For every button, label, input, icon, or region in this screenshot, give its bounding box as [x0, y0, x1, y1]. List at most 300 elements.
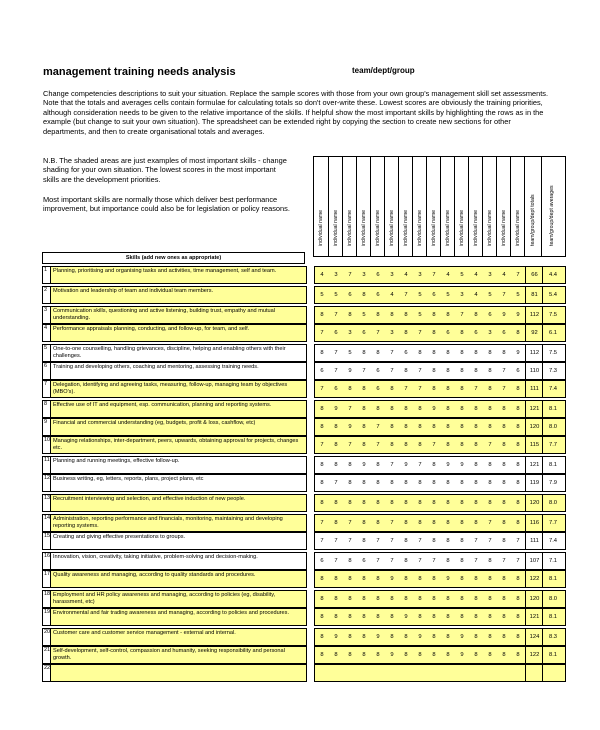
score-cell[interactable]: 8: [488, 406, 492, 412]
score-cell[interactable]: 7: [404, 386, 408, 392]
score-cell[interactable]: 7: [474, 538, 478, 544]
score-cell[interactable]: 8: [404, 538, 408, 544]
score-cell[interactable]: 8: [446, 350, 450, 356]
score-cell[interactable]: 8: [334, 596, 338, 602]
score-cell[interactable]: 7: [418, 558, 422, 564]
score-cell[interactable]: 9: [460, 634, 464, 640]
skill-description[interactable]: Performance appraisals planning, conducting, and follow-up, for team, and self.: [51, 324, 307, 342]
score-cell[interactable]: 8: [376, 350, 380, 356]
score-cell[interactable]: 7: [390, 520, 394, 526]
score-cell[interactable]: 8: [320, 312, 324, 318]
skill-description[interactable]: Environmental and fair trading awareness and managing, according to policies and procedures.: [51, 608, 307, 626]
score-cell[interactable]: 8: [474, 614, 478, 620]
score-cell[interactable]: 7: [432, 442, 436, 448]
score-cell[interactable]: 8: [348, 462, 352, 468]
score-cell[interactable]: 8: [418, 576, 422, 582]
score-cell[interactable]: 8: [418, 652, 422, 658]
score-cell[interactable]: 7: [432, 272, 436, 278]
score-cell[interactable]: 8: [404, 634, 408, 640]
score-cell[interactable]: 8: [516, 500, 520, 506]
score-cell[interactable]: 9: [432, 406, 436, 412]
score-cell[interactable]: 8: [418, 406, 422, 412]
score-cell[interactable]: 8: [376, 480, 380, 486]
score-cell[interactable]: 8: [502, 520, 506, 526]
score-cell[interactable]: 8: [446, 500, 450, 506]
score-cell[interactable]: 7: [376, 442, 380, 448]
score-cell[interactable]: 8: [446, 424, 450, 430]
score-cell[interactable]: 8: [502, 538, 506, 544]
score-cell[interactable]: 8: [474, 424, 478, 430]
score-cell[interactable]: 7: [320, 330, 324, 336]
score-cell[interactable]: 5: [460, 272, 464, 278]
score-cell[interactable]: 7: [418, 330, 422, 336]
score-cell[interactable]: 5: [488, 292, 492, 298]
score-cell[interactable]: 8: [334, 442, 338, 448]
score-cell[interactable]: 6: [376, 272, 380, 278]
score-cell[interactable]: 8: [376, 462, 380, 468]
score-cell[interactable]: 8: [474, 596, 478, 602]
score-cell[interactable]: 8: [390, 312, 394, 318]
score-cell[interactable]: 8: [376, 614, 380, 620]
score-cell[interactable]: [469, 665, 483, 681]
score-cell[interactable]: 8: [446, 442, 450, 448]
score-cell[interactable]: 7: [334, 312, 338, 318]
score-cell[interactable]: 8: [446, 614, 450, 620]
score-cell[interactable]: 8: [432, 368, 436, 374]
score-cell[interactable]: 8: [502, 424, 506, 430]
score-cell[interactable]: 4: [474, 292, 478, 298]
score-cell[interactable]: 8: [320, 576, 324, 582]
score-cell[interactable]: 8: [446, 520, 450, 526]
score-cell[interactable]: 7: [334, 538, 338, 544]
skill-description[interactable]: Planning and running meetings, effective follow-up.: [51, 456, 307, 474]
score-cell[interactable]: 8: [502, 500, 506, 506]
score-cell[interactable]: 8: [488, 424, 492, 430]
score-cell[interactable]: 8: [390, 442, 394, 448]
score-cell[interactable]: 7: [516, 272, 520, 278]
score-cell[interactable]: 8: [460, 480, 464, 486]
skill-description[interactable]: Customer care and customer service management - external and internal.: [51, 628, 307, 646]
score-cell[interactable]: 8: [460, 330, 464, 336]
skill-description[interactable]: Employment and HR policy awareness and managing, according to policies (eg, disability, harassment, etc): [51, 590, 307, 608]
score-cell[interactable]: 8: [418, 520, 422, 526]
score-cell[interactable]: 8: [432, 480, 436, 486]
score-cell[interactable]: 8: [502, 576, 506, 582]
score-cell[interactable]: 8: [348, 576, 352, 582]
score-cell[interactable]: 8: [474, 406, 478, 412]
skill-description[interactable]: Financial and commercial understanding (eg, budgets, profit & loss, cashflow, etc): [51, 418, 307, 436]
score-cell[interactable]: 8: [320, 652, 324, 658]
score-cell[interactable]: 8: [446, 652, 450, 658]
score-cell[interactable]: 8: [390, 596, 394, 602]
score-cell[interactable]: 8: [334, 462, 338, 468]
score-cell[interactable]: 8: [404, 576, 408, 582]
score-cell[interactable]: 8: [418, 442, 422, 448]
score-cell[interactable]: 4: [474, 272, 478, 278]
score-cell[interactable]: 6: [348, 292, 352, 298]
score-cell[interactable]: 6: [502, 330, 506, 336]
score-cell[interactable]: 7: [376, 538, 380, 544]
score-cell[interactable]: 8: [502, 652, 506, 658]
score-cell[interactable]: 4: [320, 272, 324, 278]
score-cell[interactable]: 8: [348, 558, 352, 564]
score-cell[interactable]: 8: [516, 330, 520, 336]
score-cell[interactable]: 4: [446, 272, 450, 278]
score-cell[interactable]: 8: [516, 406, 520, 412]
score-cell[interactable]: 8: [474, 462, 478, 468]
score-cell[interactable]: 8: [362, 500, 366, 506]
score-cell[interactable]: 6: [362, 330, 366, 336]
skill-description[interactable]: Recruitment interviewing and selection, and effective induction of new people.: [51, 494, 307, 512]
score-cell[interactable]: 8: [432, 424, 436, 430]
score-cell[interactable]: 7: [502, 368, 506, 374]
score-cell[interactable]: 8: [516, 634, 520, 640]
score-cell[interactable]: 8: [362, 538, 366, 544]
score-cell[interactable]: 3: [390, 272, 394, 278]
score-cell[interactable]: 8: [446, 312, 450, 318]
score-cell[interactable]: 7: [488, 442, 492, 448]
score-cell[interactable]: 8: [348, 652, 352, 658]
score-cell[interactable]: 8: [320, 500, 324, 506]
score-cell[interactable]: [497, 665, 511, 681]
score-cell[interactable]: 8: [460, 386, 464, 392]
score-cell[interactable]: 8: [502, 614, 506, 620]
score-cell[interactable]: 7: [516, 538, 520, 544]
score-cell[interactable]: 7: [348, 538, 352, 544]
score-cell[interactable]: [385, 665, 399, 681]
score-cell[interactable]: 6: [446, 330, 450, 336]
score-cell[interactable]: 8: [474, 480, 478, 486]
score-cell[interactable]: 9: [516, 312, 520, 318]
score-cell[interactable]: 8: [488, 500, 492, 506]
score-cell[interactable]: 4: [502, 272, 506, 278]
score-cell[interactable]: 8: [488, 596, 492, 602]
score-cell[interactable]: 8: [474, 634, 478, 640]
score-cell[interactable]: [455, 665, 469, 681]
score-cell[interactable]: 6: [334, 386, 338, 392]
score-cell[interactable]: 8: [390, 614, 394, 620]
score-cell[interactable]: 7: [348, 442, 352, 448]
score-cell[interactable]: 7: [488, 538, 492, 544]
score-cell[interactable]: 9: [348, 368, 352, 374]
score-cell[interactable]: [371, 665, 385, 681]
score-cell[interactable]: 8: [404, 406, 408, 412]
score-cell[interactable]: 8: [376, 596, 380, 602]
score-cell[interactable]: 8: [446, 558, 450, 564]
score-cell[interactable]: 8: [460, 442, 464, 448]
score-cell[interactable]: 8: [460, 596, 464, 602]
score-cell[interactable]: 3: [334, 272, 338, 278]
score-cell[interactable]: [357, 665, 371, 681]
score-cell[interactable]: 8: [516, 462, 520, 468]
score-cell[interactable]: 7: [390, 462, 394, 468]
skill-description[interactable]: Innovation, vision, creativity, taking initiative, problem-solving and decision-making.: [51, 552, 307, 570]
score-cell[interactable]: [511, 665, 525, 681]
score-cell[interactable]: 8: [348, 386, 352, 392]
score-cell[interactable]: [441, 665, 455, 681]
score-cell[interactable]: 8: [432, 330, 436, 336]
score-cell[interactable]: 7: [334, 368, 338, 374]
score-cell[interactable]: 8: [460, 538, 464, 544]
score-cell[interactable]: 8: [502, 596, 506, 602]
score-cell[interactable]: 8: [320, 350, 324, 356]
score-cell[interactable]: 8: [446, 406, 450, 412]
score-cell[interactable]: 8: [376, 312, 380, 318]
score-cell[interactable]: 8: [432, 538, 436, 544]
score-cell[interactable]: 5: [446, 292, 450, 298]
score-cell[interactable]: 9: [516, 350, 520, 356]
score-cell[interactable]: 8: [502, 634, 506, 640]
score-cell[interactable]: 8: [404, 596, 408, 602]
score-cell[interactable]: 8: [446, 538, 450, 544]
score-cell[interactable]: 8: [320, 634, 324, 640]
score-cell[interactable]: 8: [334, 424, 338, 430]
score-cell[interactable]: 8: [432, 312, 436, 318]
score-cell[interactable]: 8: [488, 558, 492, 564]
score-cell[interactable]: 8: [474, 520, 478, 526]
score-cell[interactable]: 5: [348, 350, 352, 356]
score-cell[interactable]: 8: [446, 596, 450, 602]
score-cell[interactable]: 8: [446, 634, 450, 640]
score-cell[interactable]: [413, 665, 427, 681]
score-cell[interactable]: 8: [362, 576, 366, 582]
score-cell[interactable]: 5: [320, 292, 324, 298]
score-cell[interactable]: 5: [334, 292, 338, 298]
score-cell[interactable]: 7: [404, 292, 408, 298]
score-cell[interactable]: 8: [516, 424, 520, 430]
score-cell[interactable]: 8: [362, 634, 366, 640]
score-cell[interactable]: 8: [418, 596, 422, 602]
score-cell[interactable]: 8: [362, 480, 366, 486]
score-cell[interactable]: 7: [488, 520, 492, 526]
score-cell[interactable]: 9: [446, 462, 450, 468]
score-cell[interactable]: 8: [488, 652, 492, 658]
score-cell[interactable]: 8: [348, 500, 352, 506]
score-cell[interactable]: 7: [334, 350, 338, 356]
score-cell[interactable]: 8: [488, 386, 492, 392]
score-cell[interactable]: 8: [474, 442, 478, 448]
score-cell[interactable]: 8: [362, 596, 366, 602]
score-cell[interactable]: 8: [446, 480, 450, 486]
score-cell[interactable]: 9: [376, 634, 380, 640]
score-cell[interactable]: 6: [432, 292, 436, 298]
score-cell[interactable]: 8: [432, 652, 436, 658]
score-cell[interactable]: 8: [376, 406, 380, 412]
score-cell[interactable]: 8: [488, 350, 492, 356]
skill-description[interactable]: Administration, reporting performance and financials, monitoring, maintaining and developing reporting systems.: [51, 514, 307, 532]
score-cell[interactable]: 9: [404, 462, 408, 468]
score-cell[interactable]: 8: [418, 480, 422, 486]
score-cell[interactable]: 6: [320, 558, 324, 564]
score-cell[interactable]: 8: [488, 614, 492, 620]
score-cell[interactable]: 8: [432, 596, 436, 602]
score-cell[interactable]: 5: [418, 312, 422, 318]
score-cell[interactable]: 6: [404, 350, 408, 356]
score-cell[interactable]: 8: [362, 292, 366, 298]
score-cell[interactable]: 6: [376, 368, 380, 374]
score-cell[interactable]: 9: [362, 462, 366, 468]
score-cell[interactable]: 8: [516, 652, 520, 658]
score-cell[interactable]: 8: [404, 424, 408, 430]
score-cell[interactable]: 8: [320, 596, 324, 602]
score-cell[interactable]: 8: [460, 350, 464, 356]
score-cell[interactable]: 8: [488, 576, 492, 582]
score-cell[interactable]: 9: [334, 406, 338, 412]
score-cell[interactable]: 8: [418, 614, 422, 620]
score-cell[interactable]: 9: [502, 312, 506, 318]
score-cell[interactable]: 7: [390, 368, 394, 374]
score-cell[interactable]: 8: [432, 634, 436, 640]
score-cell[interactable]: 8: [404, 558, 408, 564]
score-cell[interactable]: 8: [418, 500, 422, 506]
score-cell[interactable]: 8: [320, 480, 324, 486]
score-cell[interactable]: 8: [390, 406, 394, 412]
score-cell[interactable]: 3: [348, 330, 352, 336]
score-cell[interactable]: 8: [474, 312, 478, 318]
score-cell[interactable]: 8: [334, 576, 338, 582]
score-cell[interactable]: 8: [418, 424, 422, 430]
skill-description[interactable]: Planning, prioritising and organising tasks and activities, time management, self and team.: [51, 266, 307, 284]
score-cell[interactable]: 7: [474, 558, 478, 564]
score-cell[interactable]: 9: [390, 652, 394, 658]
score-cell[interactable]: 7: [516, 558, 520, 564]
skill-description[interactable]: Delegation, identifying and agreeing tasks, measuring, follow-up, managing team by objectives (MBO's).: [51, 380, 307, 398]
score-cell[interactable]: 8: [334, 520, 338, 526]
score-cell[interactable]: 9: [404, 614, 408, 620]
score-cell[interactable]: 7: [418, 368, 422, 374]
score-cell[interactable]: 7: [502, 386, 506, 392]
score-cell[interactable]: 8: [516, 520, 520, 526]
score-cell[interactable]: 8: [348, 596, 352, 602]
score-cell[interactable]: 8: [404, 520, 408, 526]
score-cell[interactable]: 8: [460, 500, 464, 506]
skill-description[interactable]: Managing relationships, inter-department, peers, upwards, obtaining approval for projects, changes etc.: [51, 436, 307, 454]
score-cell[interactable]: 3: [488, 330, 492, 336]
score-cell[interactable]: [315, 665, 329, 681]
score-cell[interactable]: [329, 665, 343, 681]
score-cell[interactable]: 8: [460, 406, 464, 412]
score-cell[interactable]: 8: [502, 350, 506, 356]
score-cell[interactable]: 8: [320, 424, 324, 430]
score-cell[interactable]: 7: [348, 406, 352, 412]
score-cell[interactable]: 8: [376, 500, 380, 506]
score-cell[interactable]: 8: [488, 480, 492, 486]
score-cell[interactable]: [427, 665, 441, 681]
score-cell[interactable]: 3: [460, 292, 464, 298]
score-cell[interactable]: 8: [390, 424, 394, 430]
score-cell[interactable]: 8: [362, 424, 366, 430]
score-cell[interactable]: 8: [460, 558, 464, 564]
score-cell[interactable]: 7: [348, 272, 352, 278]
score-cell[interactable]: 8: [390, 480, 394, 486]
score-cell[interactable]: 5: [516, 292, 520, 298]
skill-description[interactable]: Effective use of IT and equipment, esp. communication, planning and reporting systems.: [51, 400, 307, 418]
score-cell[interactable]: 7: [390, 350, 394, 356]
score-cell[interactable]: 7: [418, 462, 422, 468]
score-cell[interactable]: 8: [348, 480, 352, 486]
score-cell[interactable]: 9: [418, 634, 422, 640]
score-cell[interactable]: 6: [320, 368, 324, 374]
score-cell[interactable]: 9: [390, 576, 394, 582]
score-cell[interactable]: 7: [502, 292, 506, 298]
score-cell[interactable]: 8: [432, 350, 436, 356]
score-cell[interactable]: 8: [432, 614, 436, 620]
score-cell[interactable]: 8: [446, 368, 450, 374]
score-cell[interactable]: 8: [376, 520, 380, 526]
score-cell[interactable]: 9: [460, 462, 464, 468]
score-cell[interactable]: 7: [348, 520, 352, 526]
score-cell[interactable]: 8: [334, 500, 338, 506]
score-cell[interactable]: 7: [376, 330, 380, 336]
skill-description[interactable]: Communication skills, questioning and active listening, building trust, empathy and mutual understanding.: [51, 306, 307, 324]
score-cell[interactable]: 8: [432, 520, 436, 526]
score-cell[interactable]: 8: [432, 386, 436, 392]
score-cell[interactable]: 8: [362, 350, 366, 356]
score-cell[interactable]: 7: [334, 558, 338, 564]
score-cell[interactable]: 8: [488, 462, 492, 468]
score-cell[interactable]: 8: [362, 614, 366, 620]
score-cell[interactable]: 9: [348, 424, 352, 430]
skill-description[interactable]: Motivation and leadership of team and individual team members.: [51, 286, 307, 304]
score-cell[interactable]: 8: [348, 614, 352, 620]
score-cell[interactable]: 7: [390, 558, 394, 564]
skill-description[interactable]: Quality awareness and managing, according to quality standards and procedures.: [51, 570, 307, 588]
score-cell[interactable]: 7: [320, 442, 324, 448]
score-cell[interactable]: 8: [516, 576, 520, 582]
score-cell[interactable]: 4: [404, 272, 408, 278]
score-cell[interactable]: 7: [320, 538, 324, 544]
score-cell[interactable]: 8: [516, 596, 520, 602]
score-cell[interactable]: 8: [390, 386, 394, 392]
score-cell[interactable]: 6: [376, 292, 380, 298]
score-cell[interactable]: 7: [376, 558, 380, 564]
score-cell[interactable]: [399, 665, 413, 681]
score-cell[interactable]: 9: [334, 634, 338, 640]
score-cell[interactable]: 8: [502, 442, 506, 448]
score-cell[interactable]: 8: [474, 576, 478, 582]
skill-description[interactable]: Creating and giving effective presentations to groups.: [51, 532, 307, 550]
score-cell[interactable]: 7: [418, 386, 422, 392]
score-cell[interactable]: 8: [362, 652, 366, 658]
score-cell[interactable]: 7: [320, 386, 324, 392]
score-cell[interactable]: [343, 665, 357, 681]
score-cell[interactable]: 8: [516, 480, 520, 486]
score-cell[interactable]: 8: [460, 520, 464, 526]
score-cell[interactable]: 8: [376, 652, 380, 658]
score-cell[interactable]: 8: [460, 576, 464, 582]
score-cell[interactable]: 8: [376, 576, 380, 582]
score-cell[interactable]: 8: [362, 406, 366, 412]
score-cell[interactable]: 8: [488, 634, 492, 640]
score-cell[interactable]: 8: [404, 330, 408, 336]
score-cell[interactable]: 7: [362, 368, 366, 374]
skill-description[interactable]: Self-development, self-control, compassion and humanity, seeking responsibility and personal growth.: [51, 646, 307, 664]
score-cell[interactable]: 8: [474, 368, 478, 374]
score-cell[interactable]: 7: [390, 538, 394, 544]
score-cell[interactable]: 8: [404, 480, 408, 486]
score-cell[interactable]: 8: [334, 614, 338, 620]
score-cell[interactable]: 4: [390, 292, 394, 298]
score-cell[interactable]: 8: [432, 500, 436, 506]
score-cell[interactable]: 8: [502, 480, 506, 486]
score-cell[interactable]: 8: [320, 406, 324, 412]
score-cell[interactable]: 8: [404, 652, 408, 658]
score-cell[interactable]: 8: [404, 312, 408, 318]
score-cell[interactable]: 8: [460, 614, 464, 620]
score-cell[interactable]: 8: [404, 442, 408, 448]
score-cell[interactable]: 6: [516, 368, 520, 374]
score-cell[interactable]: 8: [432, 462, 436, 468]
